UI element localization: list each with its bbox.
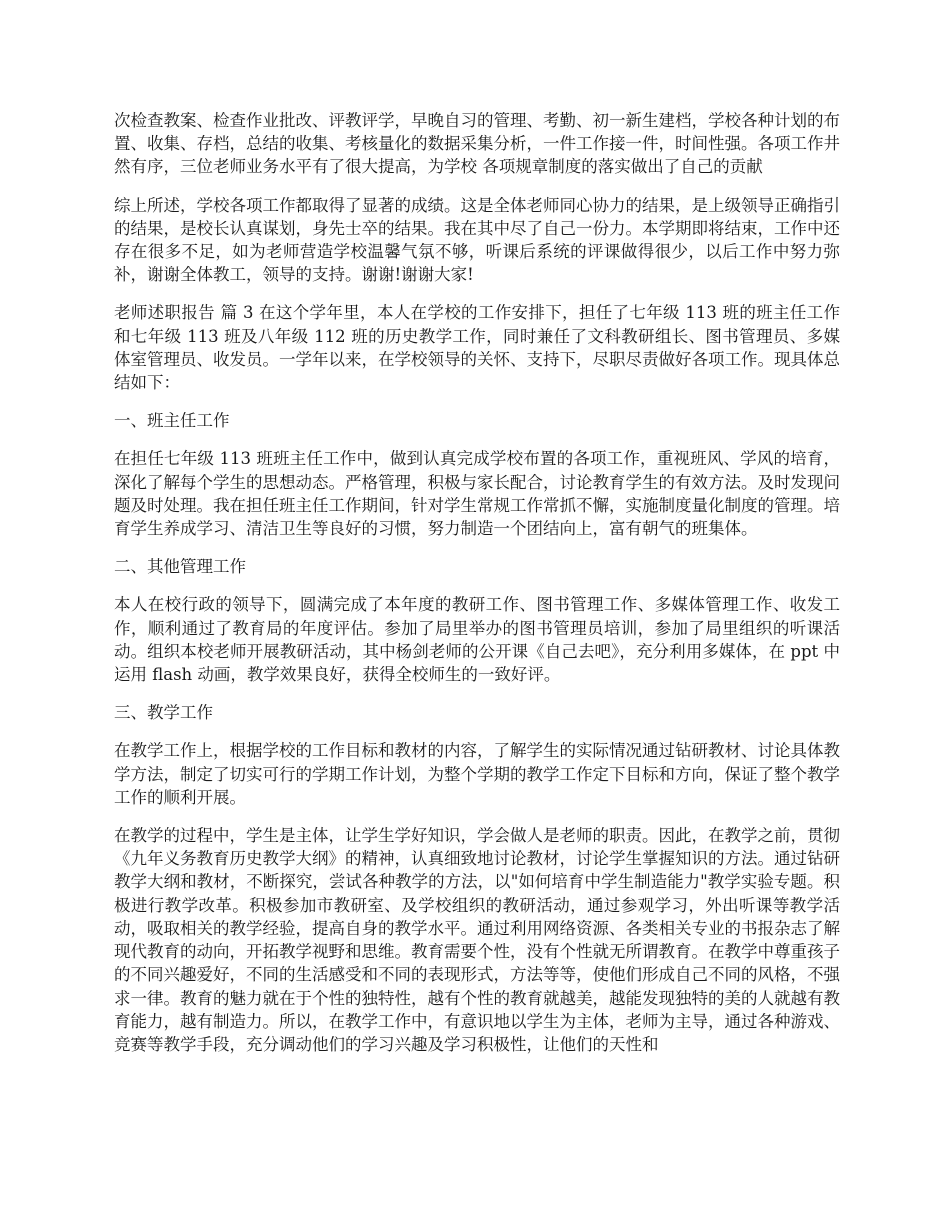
paragraph-class-teacher: 在担任七年级 113 班班主任工作中，做到认真完成学校布置的各项工作，重视班风、学风的培育，深化了解每个学生的思想动态。严格管理，积极与家长配合，讨论教育学生的有效方法。及时发现问题及时处理。我在担任班主任工作期间，针对学生常规工作常抓不懈，实施制度量化制度的管理。培育学生养成学习、清洁卫生等良好的习惯，努力制造一个团结向上，富有朝气的班集体。 [114, 449, 840, 539]
document-page [114, 109, 840, 1071]
paragraph-report-intro: 老师述职报告 篇 3 在这个学年里，本人在学校的工作安排下，担任了七年级 113 班的班主任工作和七年级 113 班及八年级 112 班的历史教学工作，同时兼任了文科教研组长、图书管理员、多媒体室管理员、收发员。一学年以来，在学校领导的关怀、支持下，尽职尽责做好各项工作。现具体总结如下： [114, 303, 840, 393]
paragraph-other-management: 本人在校行政的领导下，圆满完成了本年度的教研工作、图书管理工作、多媒体管理工作、收发工作，顺利通过了教育局的年度评估。参加了局里举办的图书管理员培训，参加了局里组织的听课活动。组织本校老师开展教研活动，其中杨剑老师的公开课《自己去吧》，充分利用多媒体，在 ppt 中运用 flash 动画，教学效果良好，获得全校师生的一致好评。 [114, 595, 840, 685]
section-heading-class-teacher: 一、班主任工作 [114, 411, 230, 431]
section-heading-other-management: 二、其他管理工作 [114, 557, 246, 577]
paragraph-teaching-plan: 在教学工作上，根据学校的工作目标和教材的内容，了解学生的实际情况通过钻研教材、讨论具体教学方法，制定了切实可行的学期工作计划，为整个学期的教学工作定下目标和方向，保证了整个教学工作的顺利开展。 [114, 741, 840, 807]
paragraph-continuation: 次检查教案、检查作业批改、评教评学，早晚自习的管理、考勤、初一新生建档，学校各种计划的布置、收集、存档，总结的收集、考核量化的数据采集分析，一件工作接一件，时间性强。各项工作井然有序，三位老师业务水平有了很大提高，为学校 各项规章制度的落实做出了自己的贡献 [114, 111, 840, 177]
paragraph-summary: 综上所述，学校各项工作都取得了显著的成绩。这是全体老师同心协力的结果，是上级领导正确指引的结果，是校长认真谋划，身先士卒的结果。我在其中尽了自己一份力。本学期即将结束，工作中还存在很多不足，如为老师营造学校温馨气氛不够，听课后系统的评课做得很少，以后工作中努力弥补，谢谢全体教工，领导的支持。谢谢!谢谢大家! [114, 195, 840, 285]
section-heading-teaching: 三、教学工作 [114, 703, 213, 723]
paragraph-teaching-process: 在教学的过程中，学生是主体，让学生学好知识，学会做人是老师的职责。因此，在教学之前，贯彻《九年义务教育历史教学大纲》的精神，认真细致地讨论教材，讨论学生掌握知识的方法。通过钻研教学大纲和教材，不断探究，尝试各种教学的方法，以"如何培育中学生制造能力"教学实验专题。积极进行教学改革。积极参加市教研室、及学校组织的教研活动，通过参观学习，外出听课等教学活动，吸取相关的教学经验，提高自身的教学水平。通过利用网络资源、各类相关专业的书报杂志了解现代教育的动向，开拓教学视野和思维。教育需要个性，没有个性就无所谓教育。在教学中尊重孩子的不同兴趣爱好，不同的生活感受和不同的表现形式，方法等等，使他们形成自己不同的风格，不强求一律。教育的魅力就在于个性的独特性，越有个性的教育就越美，越能发现独特的美的人就越有教育能力，越有制造力。所以，在教学工作中，有意识地以学生为主体，老师为主导，通过各种游戏、竞赛等教学手段，充分调动他们的学习兴趣及学习积极性，让他们的天性和 [114, 826, 840, 1054]
